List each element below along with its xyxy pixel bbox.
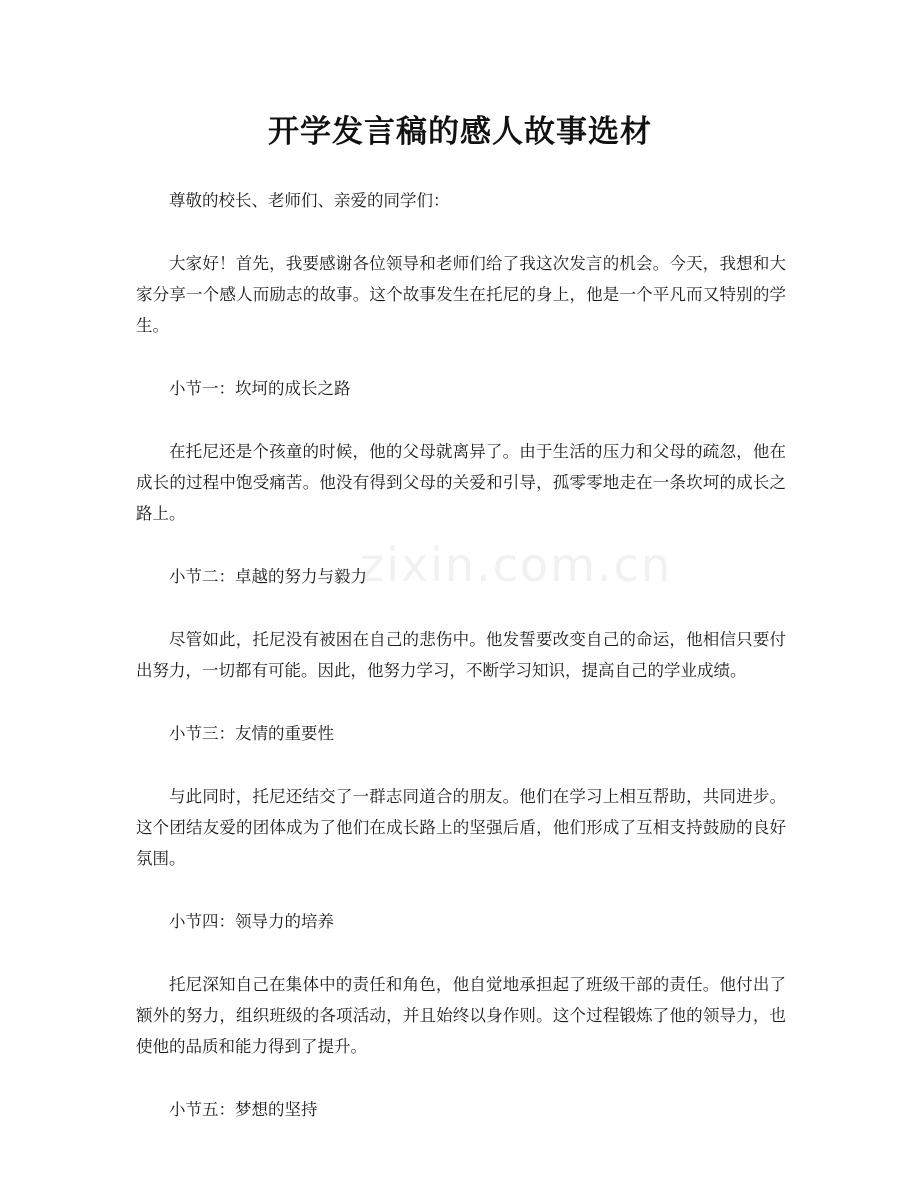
section-heading-1: 小节一：坎坷的成长之路 (169, 379, 351, 398)
salutation: 尊敬的校长、老师们、亲爱的同学们： (169, 191, 450, 210)
paragraph-section-1: 在托尼还是个孩童的时候，他的父母就离异了。由于生活的压力和父母的疏忽，他在成长的过程中饱受痛苦。他没有得到父母的关爱和引导，孤零零地走在一条坎坷的成长之路上。 (136, 442, 786, 523)
section-heading-5: 小节五：梦想的坚持 (169, 1100, 318, 1119)
section-heading-2: 小节二：卓越的努力与毅力 (169, 567, 367, 586)
section-heading-4: 小节四：领导力的培养 (169, 912, 334, 931)
paragraph-section-4: 托尼深知自己在集体中的责任和角色，他自觉地承担起了班级干部的责任。他付出了额外的努力，组织班级的各项活动，并且始终以身作则。这个过程锻炼了他的领导力，也使他的品质和能力得到了提升。 (136, 975, 786, 1056)
watermark: zixin.com.cn (360, 538, 673, 592)
paragraph-section-2: 尽管如此，托尼没有被困在自己的悲伤中。他发誓要改变自己的命运，他相信只要付出努力，一切都有可能。因此，他努力学习，不断学习知识，提高自己的学业成绩。 (136, 630, 786, 680)
section-heading-3: 小节三：友情的重要性 (169, 724, 334, 743)
paragraph-section-3: 与此同时，托尼还结交了一群志同道合的朋友。他们在学习上相互帮助，共同进步。这个团结友爱的团体成为了他们在成长路上的坚强后盾，他们形成了互相支持鼓励的良好氛围。 (136, 787, 786, 868)
document-body (136, 185, 786, 1157)
page-title: 开学发言稿的感人故事选材 (268, 114, 652, 150)
paragraph-intro: 大家好！首先，我要感谢各位领导和老师们给了我这次发言的机会。今天，我想和大家分享一个感人而励志的故事。这个故事发生在托尼的身上，他是一个平凡而又特别的学生。 (136, 254, 786, 335)
